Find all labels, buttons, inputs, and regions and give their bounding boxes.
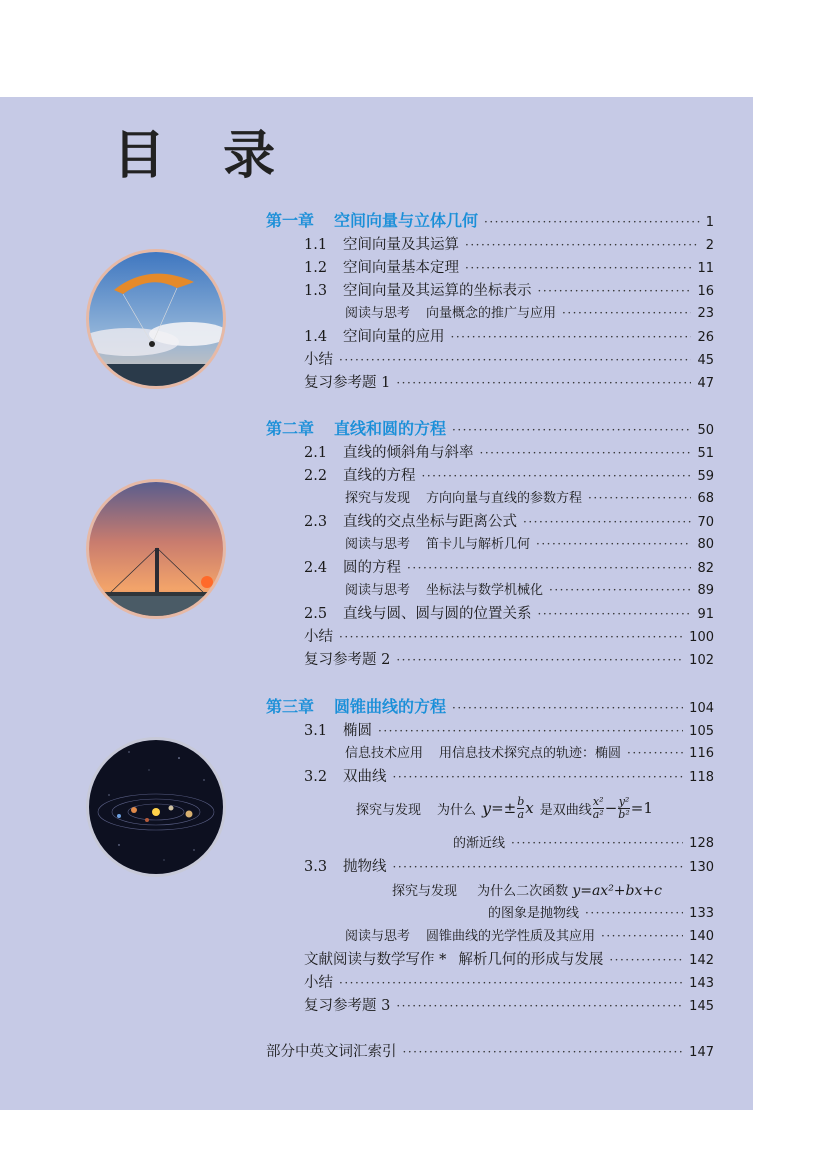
chapter-1-heading[interactable] [266,208,714,230]
toc-entry[interactable]: 1.4 空间向量的应用 ····· 26 [304,325,714,347]
toc-entry[interactable]: 的图象是抛物线 ····· 133 [488,902,714,924]
toc-entry[interactable]: 小结 ····· 100 [304,625,714,647]
toc-entry[interactable]: 探究与发现 方向向量与直线的参数方程 ····· 68 [345,487,714,509]
toc-entry[interactable]: 的渐近线 ····· 128 [453,832,714,854]
chapter-3-heading[interactable]: 第三章 圆锥曲线的方程 ····· 104 [266,694,714,716]
toc-entry[interactable]: 阅读与思考 坐标法与数学机械化 ····· 89 [345,579,714,601]
toc-entry-formula[interactable]: 探究与发现 为什么二次函数 y=ax²+bx+c [392,883,662,899]
toc-entry[interactable]: 复习参考题 3 ····· 145 [304,994,714,1016]
toc-entry[interactable]: 2.4 圆的方程 ····· 82 [304,556,714,578]
toc-entry[interactable]: 1.1 空间向量及其运算 ····· 2 [304,233,714,255]
toc-entry[interactable]: 信息技术应用 用信息技术探究点的轨迹：椭圆 ····· 116 [345,742,714,764]
toc-entry[interactable]: 2.2 直线的方程 ····· 59 [304,464,714,486]
toc-entry[interactable]: 3.1 椭圆 ····· 105 [304,719,714,741]
toc-entry[interactable]: 小结 ····· 45 [304,348,714,370]
chapter-title: 空间向量与立体几何 [334,211,479,230]
toc-entry[interactable]: 2.5 直线与圆、圆与圆的位置关系 ····· 91 [304,602,714,624]
sunset-tower-image [86,479,226,619]
toc-entry[interactable]: 1.2 空间向量基本定理 ····· 11 [304,256,714,278]
toc-entry[interactable]: 阅读与思考 圆锥曲线的光学性质及其应用 ····· 140 [345,925,714,947]
toc-entry[interactable]: 2.1 直线的倾斜角与斜率 ····· 51 [304,441,714,463]
toc-entry-formula[interactable]: 探究与发现 为什么 y =± $\frac{b}{a}$ x 是双曲线 $\frac{\text{x²}}{\text{a²}}$ − $\frac{\text{y²}}{\text{b²}}$ =1 [356,794,653,821]
chapter-2-heading[interactable]: 第二章 直线和圆的方程 ····· 50 [266,416,714,438]
toc-entry[interactable]: 1.3 空间向量及其运算的坐标表示 ····· 16 [304,279,714,301]
toc-entry[interactable]: 3.3 抛物线 ····· 130 [304,855,714,877]
solar-system-image [86,737,226,877]
toc-entry[interactable]: 阅读与思考 向量概念的推广与应用 ····· 23 [345,302,714,324]
page-title: 目 录 [113,125,296,186]
toc-entry[interactable]: 复习参考题 2 ····· 102 [304,648,714,670]
toc-entry[interactable]: 2.3 直线的交点坐标与距离公式 ····· 70 [304,510,714,532]
toc-entry[interactable]: 小结 ····· 143 [304,971,714,993]
toc-entry[interactable]: 复习参考题 1 ····· 47 [304,371,714,393]
toc-entry[interactable]: 阅读与思考 笛卡儿与解析几何 ····· 80 [345,533,714,555]
toc-entry[interactable]: 3.2 双曲线 ····· 118 [304,765,714,787]
paraglider-image [86,249,226,389]
page-number: 1 [705,215,714,230]
chapter-number: 第一章 [266,211,315,230]
index-entry[interactable]: 部分中英文词汇索引 ····· 147 [266,1040,714,1062]
toc-entry[interactable]: 文献阅读与数学写作 * 解析几何的形成与发展 ····· 142 [304,948,714,970]
